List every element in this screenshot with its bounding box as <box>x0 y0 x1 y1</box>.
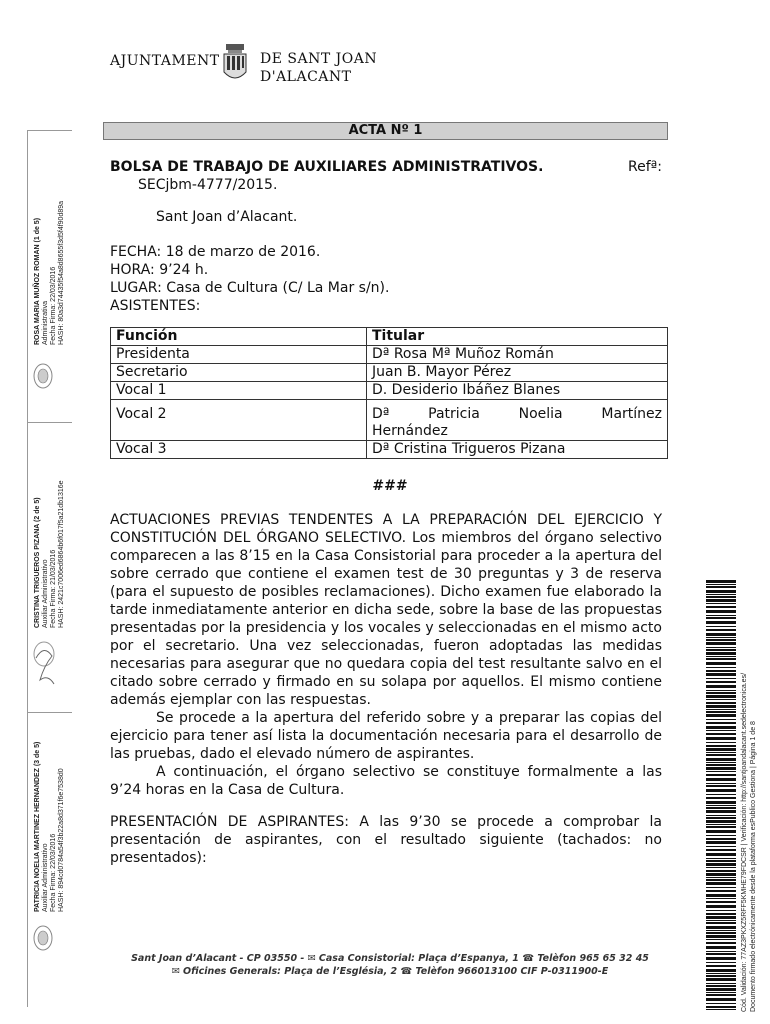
barcode-bar <box>706 767 736 770</box>
barcode-bar <box>706 594 736 595</box>
cell-titular: Dª Patricia Noelia Martínez Hernández <box>367 400 668 441</box>
barcode-bar <box>706 702 736 704</box>
barcode-bar <box>706 658 736 660</box>
cell-titular: D. Desiderio Ibáñez Blanes <box>367 382 668 400</box>
cell-funcion: Vocal 2 <box>111 400 367 441</box>
paragraph-apertura: Se procede a la apertura del referido sobre y a preparar las copias del ejercicio para tener así lista la documentación necesaria para el desarrollo de las pruebas, dado el elevado número de aspirantes. <box>110 710 662 762</box>
barcode-bar <box>706 877 736 878</box>
barcode-bar <box>706 647 736 648</box>
barcode-bar <box>706 742 736 743</box>
paragraph-actuaciones: ACTUACIONES PREVIAS TENDENTES A LA PREPARACIÓN DEL EJERCICIO Y CONSTITUCIÓN DEL ÓRGANO SELECTIVO. Los miembros del órgano selectivo comparecen a las 8’15 en la Casa Consistorial para proceder a la apertura del sobre cerrado que contiene el examen test de 30 preguntas y 3 de reserva (para el supuesto de posibles reclamaciones). Dicho examen fue elaborado la tarde inmediatamente anterior en dicha sede, sobre la base de las propuestas presentadas por la presidencia y los vocales y seleccionadas en el mismo acto por el secretario. Una vez seleccionadas, fueron adoptadas las medidas necesarias para asegurar que no quedara copia del test resultante salvo en el citado sobre cerrado y firmado en su solapa por aquellos. El mismo contiene además ejemplar con las respuestas. <box>110 512 662 708</box>
barcode-bar <box>706 754 736 756</box>
barcode-bar <box>706 719 736 720</box>
barcode-bar <box>706 629 736 631</box>
signature-scribble-icon <box>32 640 58 686</box>
barcode-bar <box>706 867 736 868</box>
signature-seal-icon <box>32 924 54 952</box>
barcode-bar <box>706 789 736 792</box>
barcode-bar <box>706 953 736 955</box>
barcode-bar <box>706 998 736 1001</box>
barcode-bar <box>706 882 736 885</box>
signature-block: CRISTINA TRIGUEROS PIZANA (2 de 5) Auxiliar Administrativo Fecha Firma: 21/03/2016 HASH: 2421c7006ed6864b6f017f5a21db1316e <box>34 480 65 628</box>
barcode-bar <box>706 797 736 799</box>
table-row <box>111 400 668 441</box>
footer-line-1: Sant Joan d’Alacant - CP 03550 - ✉ Casa Consistorial: Plaça d’Espanya, 1 ☎ Telèfon 965 65 32 45 <box>131 953 649 964</box>
header-funcion: Función <box>111 328 367 346</box>
barcode-bar <box>706 596 736 598</box>
members-table <box>110 327 668 459</box>
barcode-bar <box>706 764 736 766</box>
table-row <box>111 346 668 364</box>
barcode-bar <box>706 730 736 731</box>
barcode-bar <box>706 590 736 593</box>
barcode-bar <box>706 599 736 602</box>
barcode-bar <box>706 873 736 876</box>
barcode-bar <box>706 988 736 991</box>
barcode-bar <box>706 975 736 977</box>
barcode-bar <box>706 965 736 967</box>
municipal-crest-icon <box>222 44 248 84</box>
ref-value: SECjbm-4777/2015. <box>138 177 278 193</box>
barcode-bar <box>706 863 736 866</box>
place-line: Sant Joan d’Alacant. <box>156 209 298 225</box>
table-row <box>111 364 668 382</box>
barcode-bar <box>706 824 736 825</box>
asistentes-line: ASISTENTES: <box>110 298 201 314</box>
fecha-line: FECHA: 18 de marzo de 2016. <box>110 244 321 260</box>
barcode-bar <box>706 690 736 691</box>
barcode-bar <box>706 1003 736 1004</box>
meta-block <box>110 243 662 315</box>
validation-barcode <box>706 580 736 1010</box>
barcode-bar <box>706 932 736 934</box>
barcode-bar <box>706 673 736 676</box>
barcode-bar <box>706 926 736 929</box>
org-name-left: AJUNTAMENT <box>110 53 220 69</box>
barcode-bar <box>706 656 736 657</box>
validation-text: Cód. Validación: 77AZ3PKXZ5RFF5KMHE79FDCSR | Verificación: http://santjoandalacant.sedelectronica.es/ Documento firmado electrónicamente desde la plataforma esPublico Gestiona | Página 1 de 8 <box>741 672 757 1012</box>
bolsa-title: BOLSA DE TRABAJO DE AUXILIARES ADMINISTRATIVOS. <box>110 159 544 175</box>
barcode-bar <box>706 894 736 897</box>
cell-funcion: Vocal 3 <box>111 441 367 459</box>
barcode-bar <box>706 901 736 903</box>
barcode-bar <box>706 615 736 616</box>
signature-block: ROSA MARIA MUÑOZ ROMAN (1 de 5) Administrativa Fecha Firma: 22/03/2016 HASH: 80a3d74435f54a8d8655f3d5f4f90d89a <box>34 200 65 345</box>
barcode-bar <box>706 785 736 787</box>
paragraph-presentacion: PRESENTACIÓN DE ASPIRANTES: A las 9’30 se procede a comprobar la presentación de aspirantes, con el resultado siguiente (tachados: no presentados): <box>110 814 662 866</box>
barcode-bar <box>706 685 736 688</box>
barcode-bar <box>706 846 736 847</box>
barcode-bar <box>706 830 736 833</box>
barcode-bar <box>706 794 736 795</box>
barcode-bar <box>706 1009 736 1010</box>
barcode-bar <box>706 913 736 915</box>
barcode-bar <box>706 860 736 862</box>
barcode-bar <box>706 745 736 747</box>
barcode-bar <box>706 820 736 823</box>
barcode-bar <box>706 722 736 724</box>
cell-funcion: Secretario <box>111 364 367 382</box>
barcode-bar <box>706 709 736 710</box>
barcode-bar <box>706 621 736 624</box>
barcode-bar <box>706 969 736 972</box>
footer-line-2: ✉ Oficines Generals: Plaça de l’Església, 2 ☎ Telèfon 966013100 CIF P-0311900-E <box>171 966 609 977</box>
barcode-bar <box>706 957 736 960</box>
barcode-bar <box>706 699 736 700</box>
barcode-bar <box>706 758 736 761</box>
barcode-bar <box>706 714 736 717</box>
barcode-bar <box>706 771 736 772</box>
barcode-bar <box>706 801 736 804</box>
barcode-bar <box>706 939 736 940</box>
table-row <box>111 382 668 400</box>
barcode-bar <box>706 610 736 613</box>
barcode-bar <box>706 633 736 636</box>
barcode-bar <box>706 962 736 963</box>
barcode-bar <box>706 637 736 638</box>
barcode-bar <box>706 726 736 729</box>
barcode-bar <box>706 733 736 735</box>
barcode-bar <box>706 920 736 921</box>
barcode-bar <box>706 681 736 683</box>
acta-title: ACTA Nº 1 <box>103 122 668 140</box>
barcode-bar <box>706 817 736 819</box>
barcode-bar <box>706 898 736 899</box>
barcode-bar <box>706 935 736 938</box>
barcode-bar <box>706 586 736 588</box>
barcode-bar <box>706 853 736 856</box>
barcode-bar <box>706 978 736 981</box>
barcode-bar <box>706 783 736 784</box>
ref-label: Refª: <box>628 159 662 175</box>
barcode-bar <box>706 692 736 694</box>
barcode-bar <box>706 810 736 813</box>
barcode-bar <box>706 695 736 698</box>
body-text <box>110 511 662 867</box>
bolsa-heading <box>110 158 662 194</box>
barcode-bar <box>706 642 736 645</box>
barcode-bar <box>706 774 736 776</box>
cell-funcion: Presidenta <box>111 346 367 364</box>
barcode-bar <box>706 890 736 892</box>
barcode-bar <box>706 922 736 924</box>
cell-titular: Dª Cristina Trigueros Pizana <box>367 441 668 459</box>
barcode-bar <box>706 639 736 641</box>
barcode-bar <box>706 826 736 828</box>
barcode-bar <box>706 858 736 859</box>
hora-line: HORA: 9’24 h. <box>110 262 209 278</box>
barcode-bar <box>706 838 736 840</box>
barcode-bar <box>706 887 736 888</box>
barcode-bar <box>706 930 736 931</box>
barcode-bar <box>706 910 736 911</box>
barcode-bar <box>706 805 736 806</box>
barcode-bar <box>706 603 736 604</box>
barcode-bar <box>706 705 736 708</box>
barcode-bar <box>706 992 736 993</box>
cell-titular: Juan B. Mayor Pérez <box>367 364 668 382</box>
barcode-bar <box>706 916 736 919</box>
table-header-row <box>111 328 668 346</box>
header-titular: Titular <box>367 328 668 346</box>
letterhead <box>110 40 410 90</box>
barcode-bar <box>706 752 736 753</box>
barcode-bar <box>706 870 736 872</box>
barcode-bar <box>706 652 736 655</box>
lugar-line: LUGAR: Casa de Cultura (C/ La Mar s/n). <box>110 280 390 296</box>
barcode-bar <box>706 606 736 608</box>
signature-seal-icon <box>32 362 54 390</box>
barcode-bar <box>706 849 736 851</box>
barcode-bar <box>706 973 736 974</box>
barcode-bar <box>706 815 736 816</box>
barcode-bar <box>706 905 736 908</box>
signature-block: PATRICIA NOELIA MARTINEZ HERNANDEZ (3 de 5) Auxiliar Administrativo Fecha Firma: 22/03/2016 HASH: 894cd0784a54f3b22a8d371f6e7538d0 <box>34 741 65 912</box>
table-row <box>111 441 668 459</box>
barcode-bar <box>706 626 736 627</box>
page-footer <box>110 952 670 978</box>
barcode-bar <box>706 946 736 949</box>
barcode-bar <box>706 983 736 984</box>
org-name-right: DE SANT JOAN D'ALACANT <box>260 51 378 85</box>
paragraph-constitucion: A continuación, el órgano selectivo se constituye formalmente a las 9’24 horas en la Casa de Cultura. <box>110 764 662 798</box>
barcode-bar <box>706 951 736 952</box>
barcode-bar <box>706 670 736 672</box>
barcode-bar <box>706 994 736 996</box>
barcode-bar <box>706 737 736 740</box>
barcode-bar <box>706 942 736 944</box>
cell-funcion: Vocal 1 <box>111 382 367 400</box>
barcode-bar <box>706 778 736 781</box>
barcode-bar <box>706 678 736 679</box>
barcode-bar <box>706 584 736 585</box>
barcode-bar <box>706 748 736 751</box>
barcode-bar <box>706 807 736 809</box>
barcode-bar <box>706 762 736 763</box>
barcode-bar <box>706 841 736 844</box>
barcode-bar <box>706 985 736 987</box>
cell-titular: Dª Rosa Mª Muñoz Román <box>367 346 668 364</box>
barcode-bar <box>706 879 736 881</box>
barcode-bar <box>706 711 736 713</box>
barcode-bar <box>706 667 736 668</box>
barcode-bar <box>706 580 736 583</box>
barcode-bar <box>706 835 736 836</box>
barcode-bar <box>706 662 736 665</box>
barcode-bar <box>706 649 736 651</box>
section-separator: ### <box>372 478 408 494</box>
barcode-bar <box>706 1006 736 1008</box>
barcode-bar <box>706 617 736 619</box>
